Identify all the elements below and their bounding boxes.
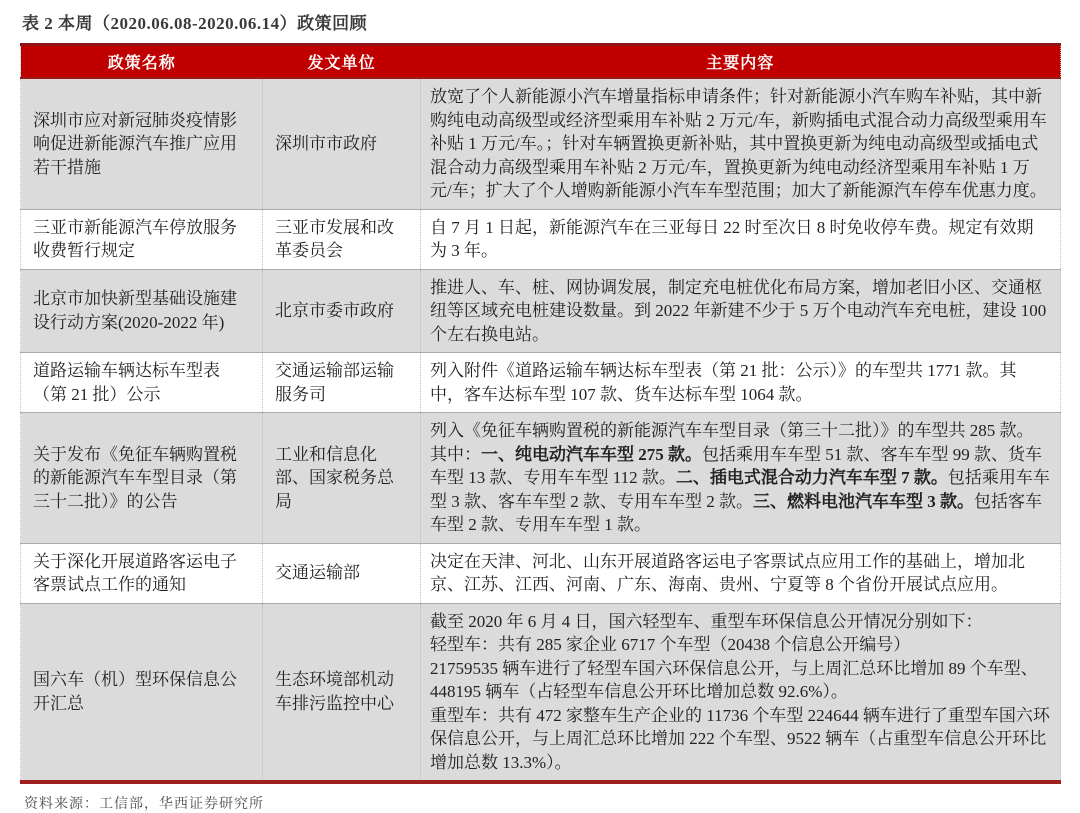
- content-segment: 包括乘用车车型 51 款、客车车型 99 款、货车车型 13 款、专用车车型 112 款。: [430, 444, 1042, 487]
- main-content-cell: [421, 413, 1061, 544]
- content-segment: 重型车：共有 472 家整车生产企业的 11736 个车型 224644 辆车进行了重型车国六环保信息公开，与上周汇总环比增加 222 个车型、9522 辆车（占重型车信息公开环比增加总数 13.3%）。: [430, 705, 1050, 772]
- issuing-unit-cell: 交通运输部运输服务司: [263, 353, 421, 413]
- column-header-main-content: 主要内容: [421, 45, 1061, 79]
- table-row: [21, 209, 1061, 269]
- policy-name-cell: 三亚市新能源汽车停放服务收费暂行规定: [21, 209, 263, 269]
- content-segment: 21759535 辆车进行了轻型车国六环保信息公开，与上周汇总环比增加 89 个车型、448195 辆车（占轻型车信息公开环比增加总数 92.6%）。: [430, 658, 1038, 701]
- content-segment: 放宽了个人新能源小汽车增量指标申请条件；针对新能源小汽车购车补贴，其中新购纯电动高级型或经济型乘用车补贴 2 万元/车，新购插电式混合动力高级型乘用车补贴 1 万元/车。；针对车辆置换更新补贴，其中置换更新为纯电动高级型或插电式混合动力高级型乘用车补贴 2 万元/车，置换更新为纯电动经济型乘用车补贴 1 万元/车；扩大了个人增购新能源小汽车车型范围；加大了新能源汽车停车优惠力度。: [430, 87, 1047, 200]
- issuing-unit-cell: 交通运输部: [263, 543, 421, 603]
- content-segment: 包括乘用车车型 3 款、客车车型 2 款、专用车车型 2 款。: [430, 468, 1050, 511]
- table-row: [21, 413, 1061, 544]
- issuing-unit-cell: 北京市委市政府: [263, 269, 421, 353]
- content-segment: 列入附件《道路运输车辆达标车型表（第 21 批：公示）》的车型共 1771 款。其中，客车达标车型 107 款、货车达标车型 1064 款。: [430, 361, 1017, 404]
- table-row: [21, 78, 1061, 209]
- main-content-cell: [421, 209, 1061, 269]
- column-header-issuing-unit: 发文单位: [263, 45, 421, 79]
- main-content-cell: [421, 543, 1061, 603]
- issuing-unit-cell: 三亚市发展和改革委员会: [263, 209, 421, 269]
- content-segment: 截至 2020 年 6 月 4 日，国六轻型车、重型车环保信息公开情况分别如下：: [430, 611, 983, 631]
- policy-name-cell: 北京市加快新型基础设施建设行动方案(2020-2022 年): [21, 269, 263, 353]
- main-content-cell: [421, 269, 1061, 353]
- policy-name-cell: 深圳市应对新冠肺炎疫情影响促进新能源汽车推广应用若干措施: [21, 78, 263, 209]
- main-content-cell: [421, 78, 1061, 209]
- main-content-cell: [421, 603, 1061, 782]
- content-segment: 列入《免征车辆购置税的新能源汽车车型目录（第三十二批）》的车型共 285 款。其中：: [430, 421, 1034, 464]
- data-source-note: 资料来源：工信部，华西证券研究所: [24, 797, 264, 812]
- issuing-unit-cell: 深圳市市政府: [263, 78, 421, 209]
- table-row: [21, 269, 1061, 353]
- content-segment: 包括客车车型 2 款、专用车车型 1 款。: [430, 491, 1042, 534]
- table-row: [21, 543, 1061, 603]
- table-row: [21, 603, 1061, 782]
- table-row: [21, 353, 1061, 413]
- policy-name-cell: 国六车（机）型环保信息公开汇总: [21, 603, 263, 782]
- content-segment: 自 7 月 1 日起，新能源汽车在三亚每日 22 时至次日 8 时免收停车费。规定有效期为 3 年。: [430, 217, 1034, 260]
- main-content-cell: [421, 353, 1061, 413]
- content-bold-segment: 三、燃料电池汽车车型 3 款。: [753, 491, 974, 511]
- table-header-row: [21, 45, 1061, 79]
- content-bold-segment: 二、插电式混合动力汽车车型 7 款。: [675, 468, 948, 487]
- content-segment: 决定在天津、河北、山东开展道路客运电子客票试点应用工作的基础上，增加北京、江苏、江西、河南、广东、海南、贵州、宁夏等 8 个省份开展试点应用。: [430, 551, 1025, 594]
- content-segment: 推进人、车、桩、网协调发展，制定充电桩优化布局方案，增加老旧小区、交通枢纽等区域充电桩建设数量。到 2022 年新建不少于 5 万个电动汽车充电桩，建设 100 个左右换电站。: [430, 277, 1047, 344]
- column-header-policy-name: 政策名称: [21, 45, 263, 79]
- policy-name-cell: 道路运输车辆达标车型表（第 21 批）公示: [21, 353, 263, 413]
- issuing-unit-cell: 工业和信息化部、国家税务总局: [263, 413, 421, 544]
- policy-name-cell: 关于发布《免征车辆购置税的新能源汽车车型目录（第三十二批）》的公告: [21, 413, 263, 544]
- table-title: 表 2 本周（2020.06.08-2020.06.14）政策回顾: [22, 14, 368, 33]
- content-bold-segment: 一、纯电动汽车车型 275 款。: [481, 444, 702, 464]
- content-segment: 轻型车：共有 285 家企业 6717 个车型（20438 个信息公开编号）: [430, 635, 911, 654]
- issuing-unit-cell: 生态环境部机动车排污监控中心: [263, 603, 421, 782]
- policy-name-cell: 关于深化开展道路客运电子客票试点工作的通知: [21, 543, 263, 603]
- policy-review-table: [20, 43, 1061, 784]
